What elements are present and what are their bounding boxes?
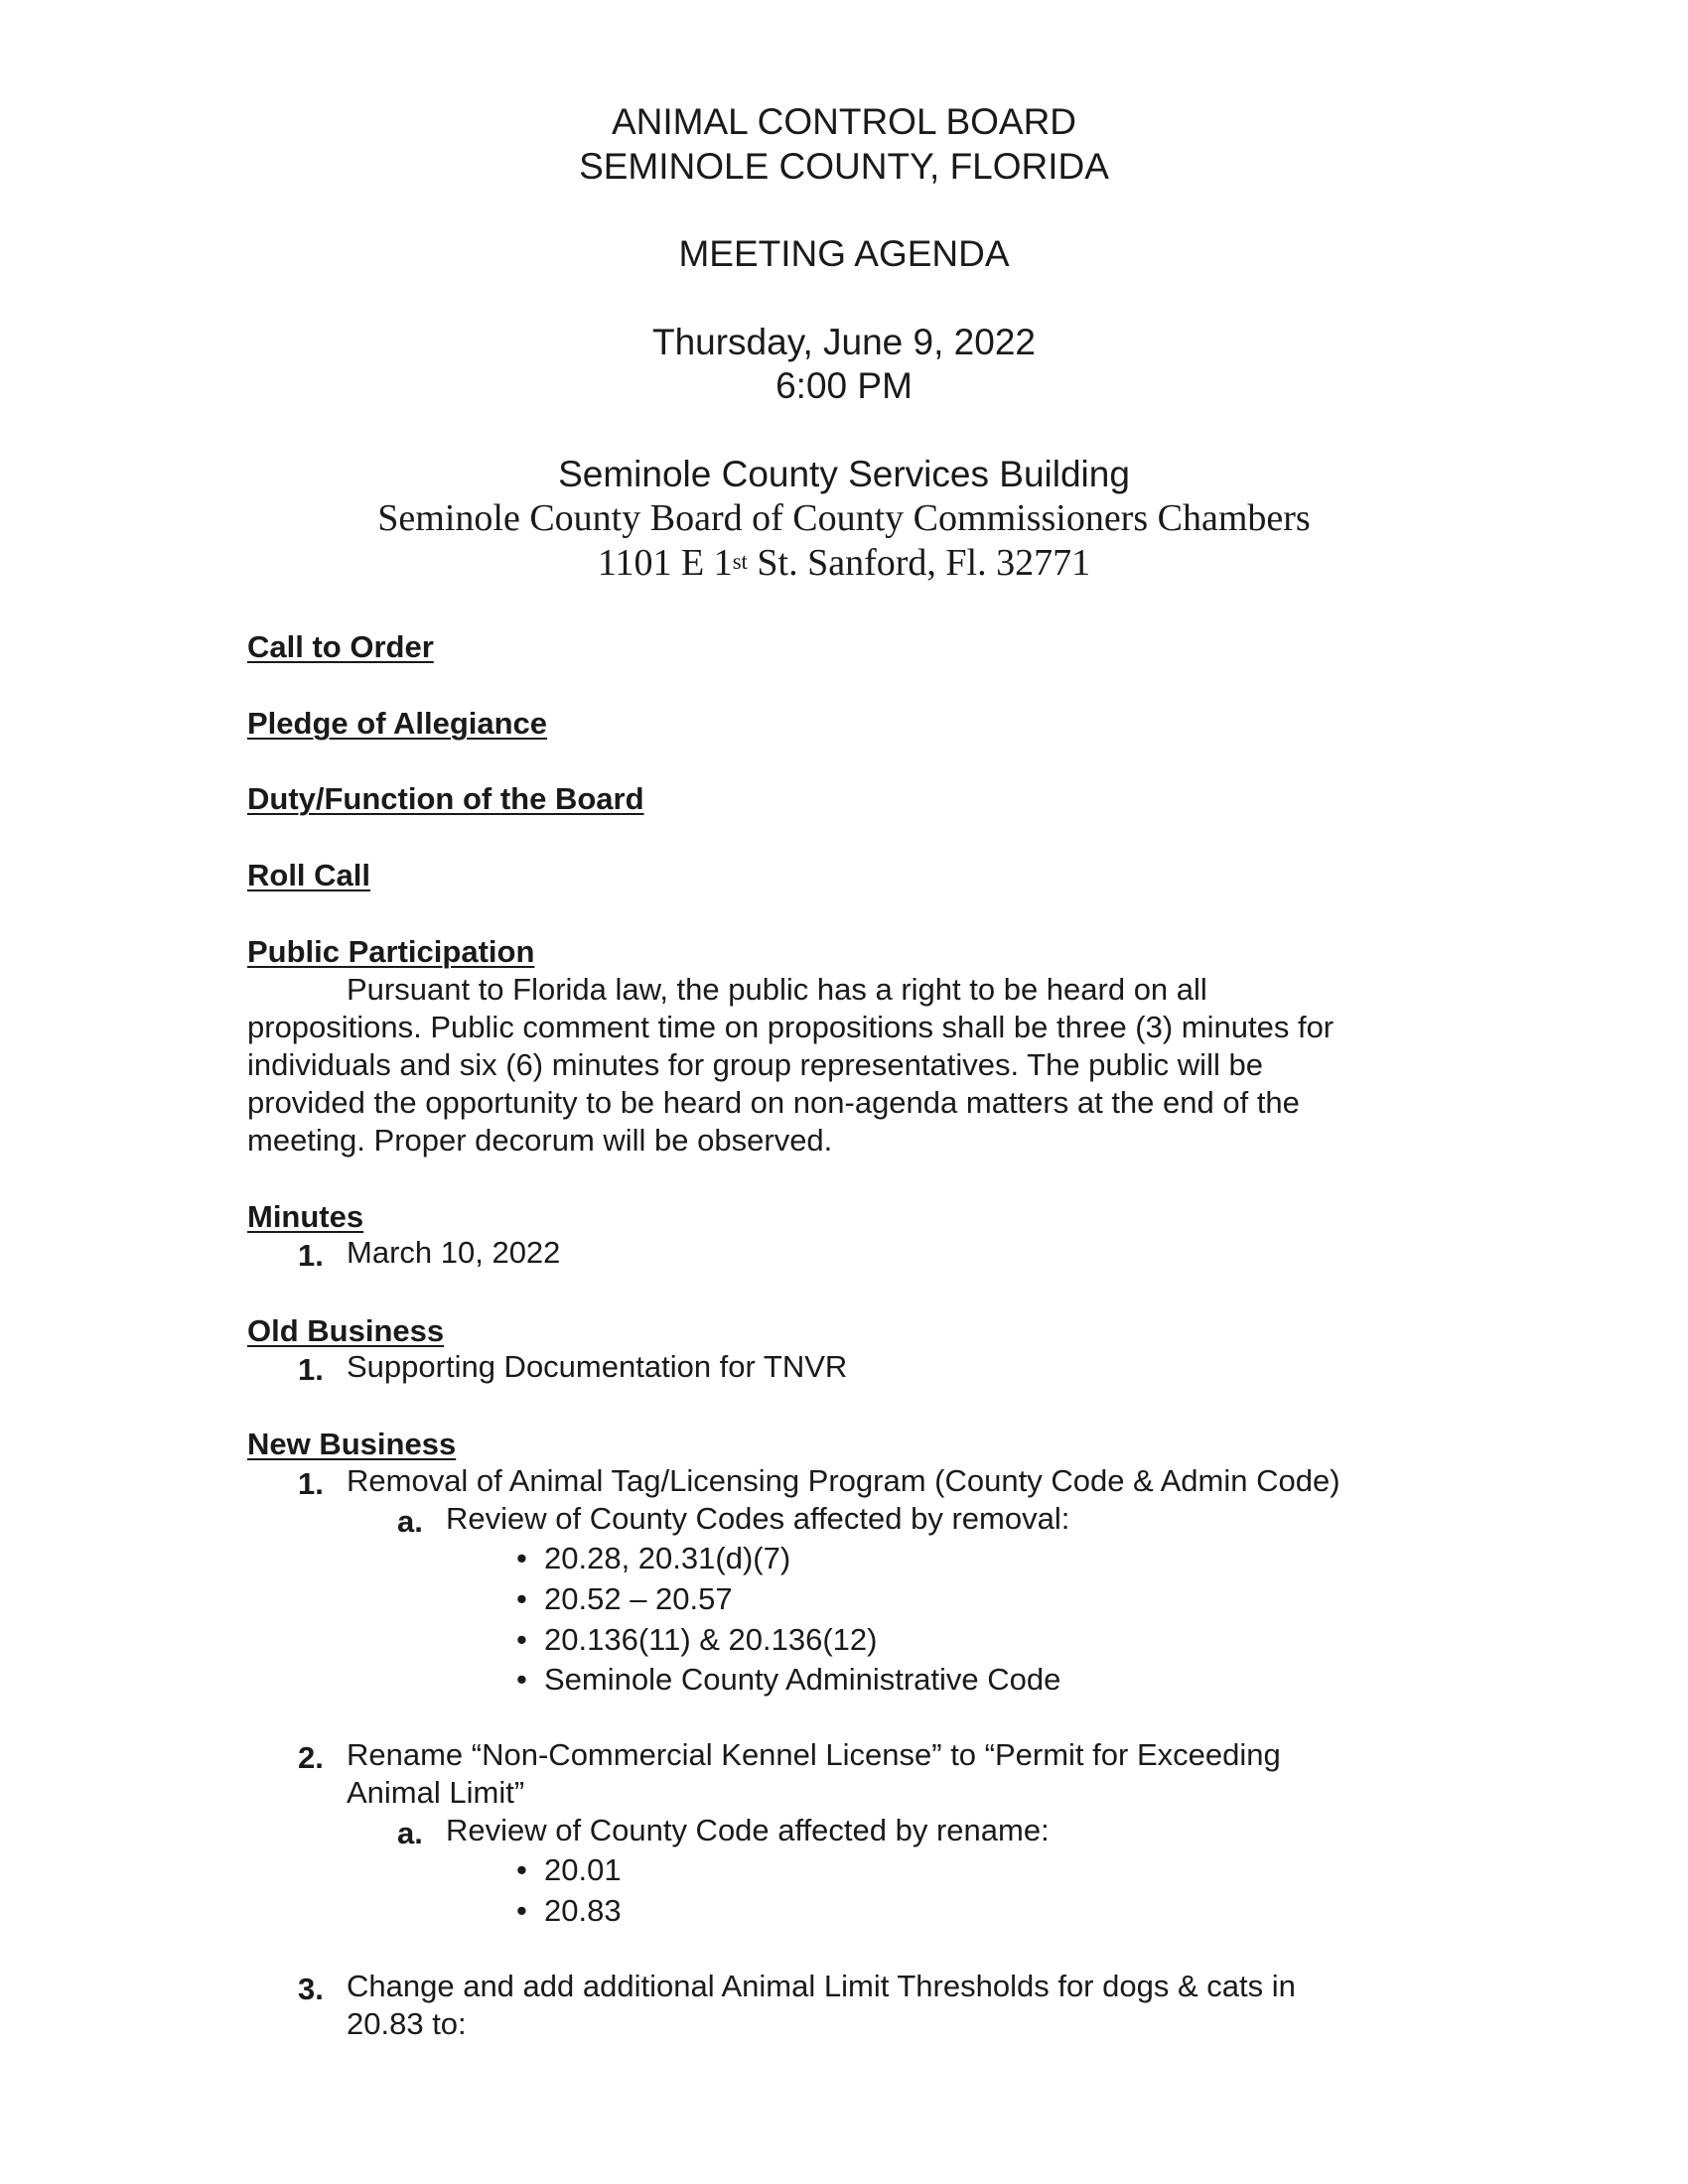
new-business-item-1-sub-text: Review of County Codes affected by removal:: [446, 1501, 1070, 1536]
new-business-heading: New Business: [247, 1427, 457, 1461]
building-name: Seminole County Services Building: [558, 454, 1130, 494]
new-business-item-1-text: Removal of Animal Tag/Licensing Program (County Code & Admin Code): [347, 1463, 1340, 1498]
address-superscript: st: [732, 549, 748, 574]
bullet-icon: •: [516, 1622, 527, 1657]
paragraph-line: propositions. Public comment time on propositions shall be three (3) minutes for: [247, 1010, 1335, 1044]
new-business-item-3-line-2: 20.83 to:: [347, 2006, 467, 2041]
pledge-heading: Pledge of Allegiance: [247, 706, 548, 741]
paragraph-line: provided the opportunity to be heard on non-agenda matters at the end of the: [247, 1085, 1300, 1120]
bullet-icon: •: [516, 1852, 527, 1887]
code-bullet-item: 20.136(11) & 20.136(12): [544, 1622, 878, 1657]
new-business-item-2-line-1: Rename “Non-Commercial Kennel License” to “Permit for Exceeding: [347, 1737, 1281, 1772]
new-business-item-2-sub-letter: a.: [397, 1816, 423, 1850]
address-suffix: St. Sanford, Fl. 32771: [747, 542, 1091, 584]
call-to-order-heading: Call to Order: [247, 629, 434, 664]
old-business-item-text: Supporting Documentation for TNVR: [347, 1349, 848, 1384]
minutes-item-text: March 10, 2022: [347, 1235, 561, 1270]
minutes-item-number: 1.: [298, 1238, 324, 1273]
bullet-icon: •: [516, 1893, 527, 1928]
code-bullet-item: 20.01: [544, 1852, 622, 1887]
public-participation-paragraph: [247, 971, 1488, 1160]
duty-heading: Duty/Function of the Board: [247, 781, 644, 816]
new-business-item-2-line-2: Animal Limit”: [347, 1775, 525, 1810]
meeting-address: [0, 541, 1688, 586]
new-business-item-2-number: 2.: [298, 1740, 324, 1775]
bullet-icon: •: [516, 1541, 527, 1575]
county-title: SEMINOLE COUNTY, FLORIDA: [579, 146, 1109, 187]
meeting-time: 6:00 PM: [775, 365, 913, 406]
bullet-icon: •: [516, 1581, 527, 1616]
bullet-icon: •: [516, 1662, 527, 1697]
board-title: ANIMAL CONTROL BOARD: [611, 101, 1077, 142]
agenda-title: MEETING AGENDA: [678, 233, 1010, 274]
new-business-item-3-line-1: Change and add additional Animal Limit Thresholds for dogs & cats in: [347, 1969, 1296, 2003]
paragraph-line: individuals and six (6) minutes for group representatives. The public will be: [247, 1047, 1263, 1082]
meeting-date: Thursday, June 9, 2022: [651, 322, 1036, 362]
code-bullet-item: 20.52 – 20.57: [544, 1581, 733, 1616]
code-bullet-item: 20.28, 20.31(d)(7): [544, 1541, 791, 1575]
code-bullet-item: Seminole County Administrative Code: [544, 1662, 1061, 1697]
roll-call-heading: Roll Call: [247, 858, 371, 892]
chambers-name: Seminole County Board of County Commissioners Chambers: [377, 497, 1311, 539]
public-participation-heading: Public Participation: [247, 934, 535, 969]
address-prefix: 1101 E 1: [597, 542, 733, 584]
old-business-heading: Old Business: [247, 1313, 445, 1348]
new-business-item-1-number: 1.: [298, 1466, 324, 1501]
old-business-item-number: 1.: [298, 1352, 324, 1387]
minutes-heading: Minutes: [247, 1199, 364, 1234]
paragraph-line: meeting. Proper decorum will be observed.: [247, 1123, 833, 1158]
new-business-item-3-number: 3.: [298, 1972, 324, 2006]
paragraph-line: Pursuant to Florida law, the public has a right to be heard on all: [347, 972, 1207, 1007]
code-bullet-item: 20.83: [544, 1893, 622, 1928]
new-business-item-1-sub-letter: a.: [397, 1504, 423, 1539]
new-business-item-2-sub-text: Review of County Code affected by rename:: [446, 1813, 1050, 1847]
